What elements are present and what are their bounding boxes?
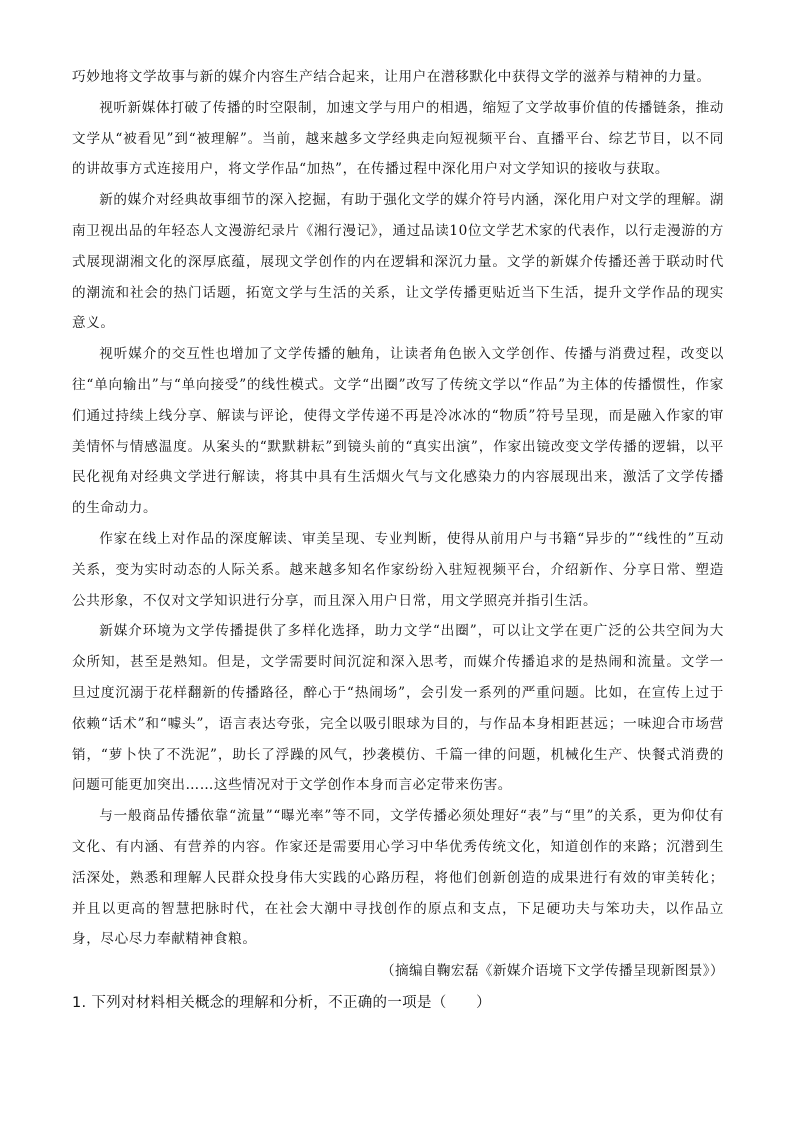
question-stem: 1. 下列对材料相关概念的理解和分析，不正确的一项是（ ） — [72, 995, 491, 1012]
paragraph: 视听新媒体打破了传播的时空限制，加速文学与用户的相遇，缩短了文学故事价值的传播链条，推动文学从“被看见”到“被理解”。当前，越来越多文学经典走向短视频平台、直播平台、综艺节目，以不同的讲故事方式连接用户，将文学作品“加热”，在传播过程中深化用户对文学知识的接收与获取。 — [72, 99, 724, 178]
paragraph: 视听媒介的交互性也增加了文学传播的触角，让读者角色嵌入文学创作、传播与消费过程，改变以往“单向输出”与“单向接受”的线性模式。文学“出圈”改写了传统文学以“作品”为主体的传播惯性，作家们通过持续上线分享、解读与评论，使得文学传递不再是冷冰冰的“物质”符号呈现，而是融入作家的审美情怀与情感温度。从案头的“默默耕耘”到镜头前的“真实出演”，作家出镜改变文学传播的逻辑，以平民化视角对经典文学进行解读，将其中具有生活烟火气与文化感染力的内容展现出来，激活了文学传播的生命动力。 — [72, 346, 724, 517]
paragraph: 作家在线上对作品的深度解读、审美呈现、专业判断，使得从前用户与书籍“异步的”“线性的”互动关系，变为实时动态的人际关系。越来越多知名作家纷纷入驻短视频平台，介绍新作、分享日常、塑造公共形象，不仅对文学知识进行分享，而且深入用户日常，用文学照亮并指引生活。 — [72, 530, 724, 609]
paragraph: 与一般商品传播依靠“流量”“曝光率”等不同，文学传播必须处理好“表”与“里”的关系，更为仰仗有文化、有内涵、有营养的内容。作家还是需要用心学习中华优秀传统文化，知道创作的来路；沉潜到生活深处，熟悉和理解人民群众投身伟大实践的心路历程，将他们创新创造的成果进行有效的审美转化；并且以更高的智慧把脉时代，在社会大潮中寻找创作的原点和支点，下足硬功夫与笨功夫，以作品立身，尽心尽力奉献精神食粮。 — [72, 808, 724, 948]
article-source: （摘编自鞠宏磊《新媒介语境下文学传播呈现新图景》） — [380, 963, 724, 980]
paragraph: 新媒介环境为文学传播提供了多样化选择，助力文学“出圈”，可以让文学在更广泛的公共空间为大众所知，甚至是熟知。但是，文学需要时间沉淀和深入思考，而媒介传播追求的是热闹和流量。文学一旦过度沉溺于花样翻新的传播路径，醉心于“热闹场”，会引发一系列的严重问题。比如，在宣传上过于依赖“话术”和“噱头”，语言表达夸张，完全以吸引眼球为目的，与作品本身相距甚远；一味迎合市场营销，“萝卜快了不洗泥”，助长了浮躁的风气，抄袭模仿、千篇一律的问题，机械化生产、快餐式消费的问题可能更加突出……这些情况对于文学创作本身而言必定带来伤害。 — [72, 623, 724, 794]
article-body — [72, 62, 724, 955]
paragraph: 新的媒介对经典故事细节的深入挖掘，有助于强化文学的媒介符号内涵，深化用户对文学的理解。湖南卫视出品的年轻态人文漫游纪录片《湘行漫记》，通过品读10位文学艺术家的代表作，以行走漫游的方式展现湖湘文化的深厚底蕴，展现文学创作的内在逻辑和深沉力量。文学的新媒介传播还善于联动时代的潮流和社会的热门话题，拓宽文学与生活的关系，让文学传播更贴近当下生活，提升文学作品的现实意义。 — [72, 192, 724, 332]
paragraph-continuation: 巧妙地将文学故事与新的媒介内容生产结合起来，让用户在潜移默化中获得文学的滋养与精神的力量。 — [72, 69, 711, 85]
